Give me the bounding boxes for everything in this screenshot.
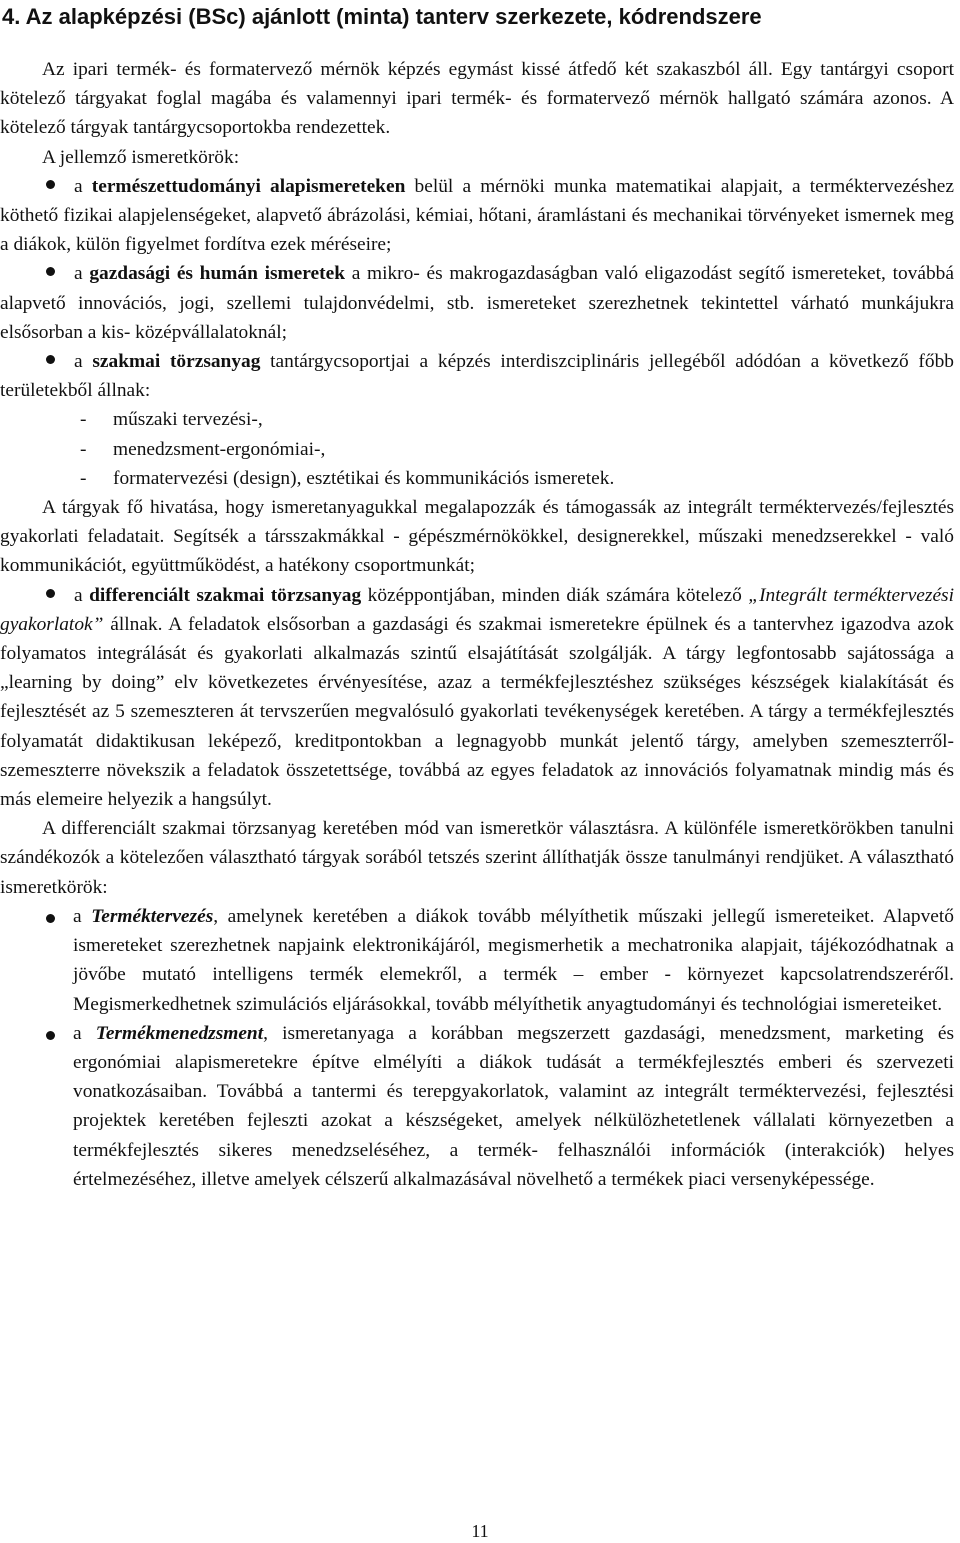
bold-term: szakmai törzsanyag <box>92 351 261 373</box>
bullet-dot <box>46 589 55 598</box>
bullet-economics-humanities: a gazdasági és humán ismeretek a mikro- és makrogazdaságban való eligazodást segítő ismereteket, továbbá alapvető innovációs, jogi, szellemi tulajdonvédelmi, stb. ismereteket szerezhetnek tekintettel várható munkájukra elsősorban a kis- középvállalatoknál; <box>0 263 954 343</box>
bold-italic-term: Terméktervezés <box>91 905 214 927</box>
bold-term: természettudományi alapismereteken <box>91 175 406 197</box>
page-number: 11 <box>471 1521 489 1541</box>
italic-term: „Integrált terméktervezési gyakorlatok” <box>0 584 954 635</box>
bullet-dot <box>46 355 55 364</box>
dash-list-item: - formatervezési (design), esztétikai és kommunikációs ismeretek. <box>80 467 615 489</box>
bold-italic-term: Termékmenedzsment <box>95 1022 264 1044</box>
body-text <box>0 55 954 1194</box>
elective-paragraph: A differenciált szakmai törzsanyag keretében mód van ismeretkör választásra. A különféle ismeretkörökben tanulni szándékozók a kötelezően választható tárgyak sorából tetszés szerint állíthatják össze tanulmányi rendjüket. A választható ismeretkörök: <box>0 818 954 898</box>
bullet-dot <box>46 914 55 923</box>
bullet-dot <box>46 180 55 189</box>
intro-paragraph <box>0 55 954 172</box>
bullet-product-management: a Termékmenedzsment, ismeretanyaga a korábban megszerzett gazdasági, menedzsment, marketing és ergonómiai alapismeretekre építve elmélyíti a diákok tudását a termékfejlesztés emberi és szervezeti vonatkozásaiban. Továbbá a tantermi és terepgyakorlatok, valamint az integrált terméktervezési, fejlesztési projektek keretében fejleszti azokat a készségeket, amelyek nélkülözhetetlenek vállalati környezetben a termékfejlesztés sikeres menedzseléséhez, a termék- felhasználói információk (interakciók) helyes értelmezéséhez, illetve amelyek célszerű alkalmazásával növelhető a termékek piaci versenyképessége. <box>0 1019 954 1194</box>
main-purpose-paragraph: A tárgyak fő hivatása, hogy ismeretanyagukkal megalapozzák és támogassák az integrált terméktervezés/fejlesztés gyakorlati feladatait. Segítsék a társszakmákkal - gépészmérnökökkel, designerekkel, műszaki menedzserekkel - való kommunikációt, együttműködést, a hatékony csoportmunkát; <box>0 497 954 577</box>
bullet-dot <box>46 267 55 276</box>
intro-text: Az ipari termék- és formatervező mérnök képzés egymást kissé átfedő két szakaszból áll. Egy tantárgyi csoport kötelező tárgyakat foglal magába és valamennyi ipari termék- és formatervező mérnök hallgató számára azonos. A kötelező tárgyak tantárgycsoportokba rendezettek. <box>0 59 954 139</box>
dash-list-item: - műszaki tervezési-, <box>80 409 263 431</box>
dash-list-item: - menedzsment-ergonómiai-, <box>80 438 326 460</box>
characteristic-label: A jellemző ismeretkörök: <box>42 146 240 168</box>
section-heading: 4. Az alapképzési (BSc) ajánlott (minta) tanterv szerkezete, kódrendszere <box>2 4 762 29</box>
bullet-dot <box>46 1031 55 1040</box>
bullet-product-design: a Terméktervezés, amelynek keretében a diákok tovább mélyíthetik műszaki jellegű ismereteiket. Alapvető ismereteket szerezhetnek napjaink elektronikájáról, megismerhetik a mechatronika alapjait, tájékozódhatnak a jövőbe mutató intelligens termék elemekről, a termék – ember - környezet kapcsolatrendszeréről. Megismerkedhetnek szimulációs eljárásokkal, tovább mélyíthetik anyagtudományi és technológiai ismereteiket. <box>0 902 954 1019</box>
bullet-core-curriculum: a szakmai törzsanyag tantárgycsoportjai a képzés interdiszciplináris jellegéből adódóan a következő főbb területekből állnak: <box>0 351 954 402</box>
bold-term: gazdasági és humán ismeretek <box>89 263 345 285</box>
bold-term: differenciált szakmai törzsanyag <box>89 584 362 606</box>
bullet-differentiated-core: a differenciált szakmai törzsanyag középpontjában, minden diák számára kötelező „Integrált terméktervezési gyakorlatok” állnak. A feladatok elsősorban a gazdasági és szakmai ismeretekre épülnek és a tantervhez igazodva azok folyamatos integrálását és gyakorlati alkalmazás szintű elsajátítását szolgálják. A tárgy legfontosabb sajátossága a „learning by doing” elv következetes érvényesítése, azaz a termékfejlesztéshez szükséges készségek kialakítását és fejlesztését az 5 szemeszteren át tervszerűen megvalósuló gyakorlati tevékenységek keretében. A tárgy a termékfejlesztés folyamatát didaktikusan leképező, kreditpontokban a legnagyobb munkát jelentő tárgy, amelyben szemeszterről-szemeszterre növekszik a feladatok összetettsége, továbbá az egyes feladatok az innovációs folyamatnak mindig más és más elemeire helyezik a hangsúlyt. <box>0 584 954 811</box>
bullet-natural-sciences: a természettudományi alapismereteken belül a mérnöki munka matematikai alapjait, a terméktervezéshez köthető fizikai alapjelenségeket, alapvető ábrázolási, kémiai, hőtani, áramlástani és mechanikai törvényeket ismernek meg a diákok, külön figyelmet fordítva ezek méréseire; <box>0 175 954 256</box>
